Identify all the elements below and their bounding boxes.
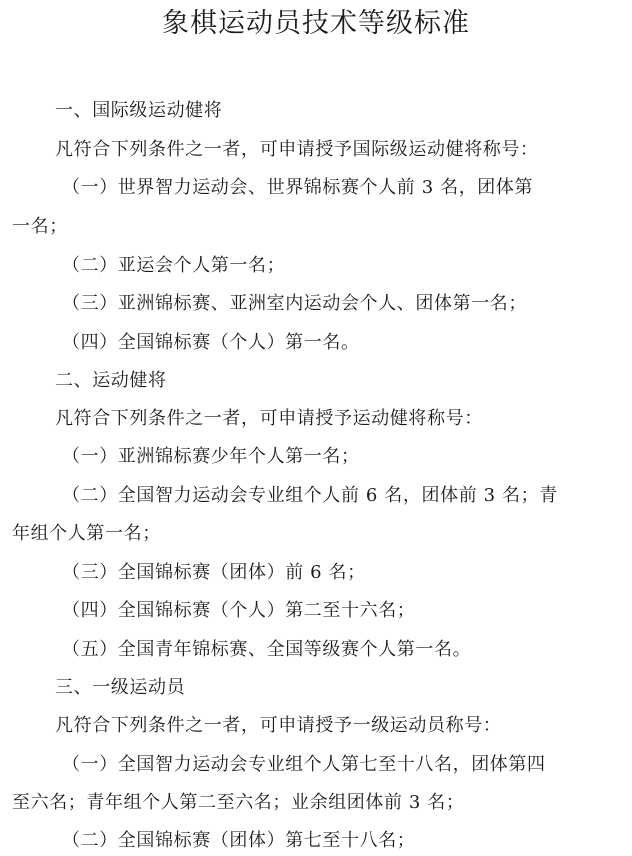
paragraph-line: （三）全国锦标赛（团体）前 6 名； — [62, 562, 366, 583]
paragraph-line: （一）全国智力运动会专业组个人第七至十八名，团体第四 — [62, 754, 546, 775]
paragraph-line: （四）全国锦标赛（个人）第二至十六名； — [62, 600, 416, 621]
paragraph-line: （一）亚洲锦标赛少年个人第一名； — [62, 446, 360, 467]
paragraph-line: 凡符合下列条件之一者，可申请授予运动健将称号： — [55, 408, 483, 429]
paragraph-line: （三）亚洲锦标赛、亚洲室内运动会个人、团体第一名； — [62, 293, 527, 314]
section-heading-1: 一、国际级运动健将 — [55, 100, 223, 121]
section-heading-3: 三、一级运动员 — [55, 677, 186, 698]
section-heading-2: 二、运动健将 — [55, 370, 167, 391]
paragraph-line: 凡符合下列条件之一者，可申请授予国际级运动健将称号： — [55, 139, 539, 160]
document-title: 象棋运动员技术等级标准 — [162, 8, 470, 39]
paragraph-line: （四）全国锦标赛（个人）第一名。 — [62, 332, 360, 353]
paragraph-line: （一）世界智力运动会、世界锦标赛个人前 3 名，团体第 — [62, 177, 534, 198]
paragraph-line: （二）亚运会个人第一名； — [62, 255, 286, 276]
paragraph-line: （二）全国锦标赛（团体）第七至十八名； — [62, 830, 416, 851]
paragraph-line: 凡符合下列条件之一者，可申请授予一级运动员称号： — [55, 715, 502, 736]
paragraph-line: 一名； — [12, 216, 68, 237]
paragraph-line: 年组个人第一名； — [12, 523, 161, 544]
paragraph-line: （二）全国智力运动会专业组个人前 6 名，团体前 3 名；青 — [62, 485, 558, 506]
paragraph-line: （五）全国青年锦标赛、全国等级赛个人第一名。 — [62, 639, 472, 660]
paragraph-line: 至六名；青年组个人第二至六名；业余组团体前 3 名； — [12, 792, 465, 813]
